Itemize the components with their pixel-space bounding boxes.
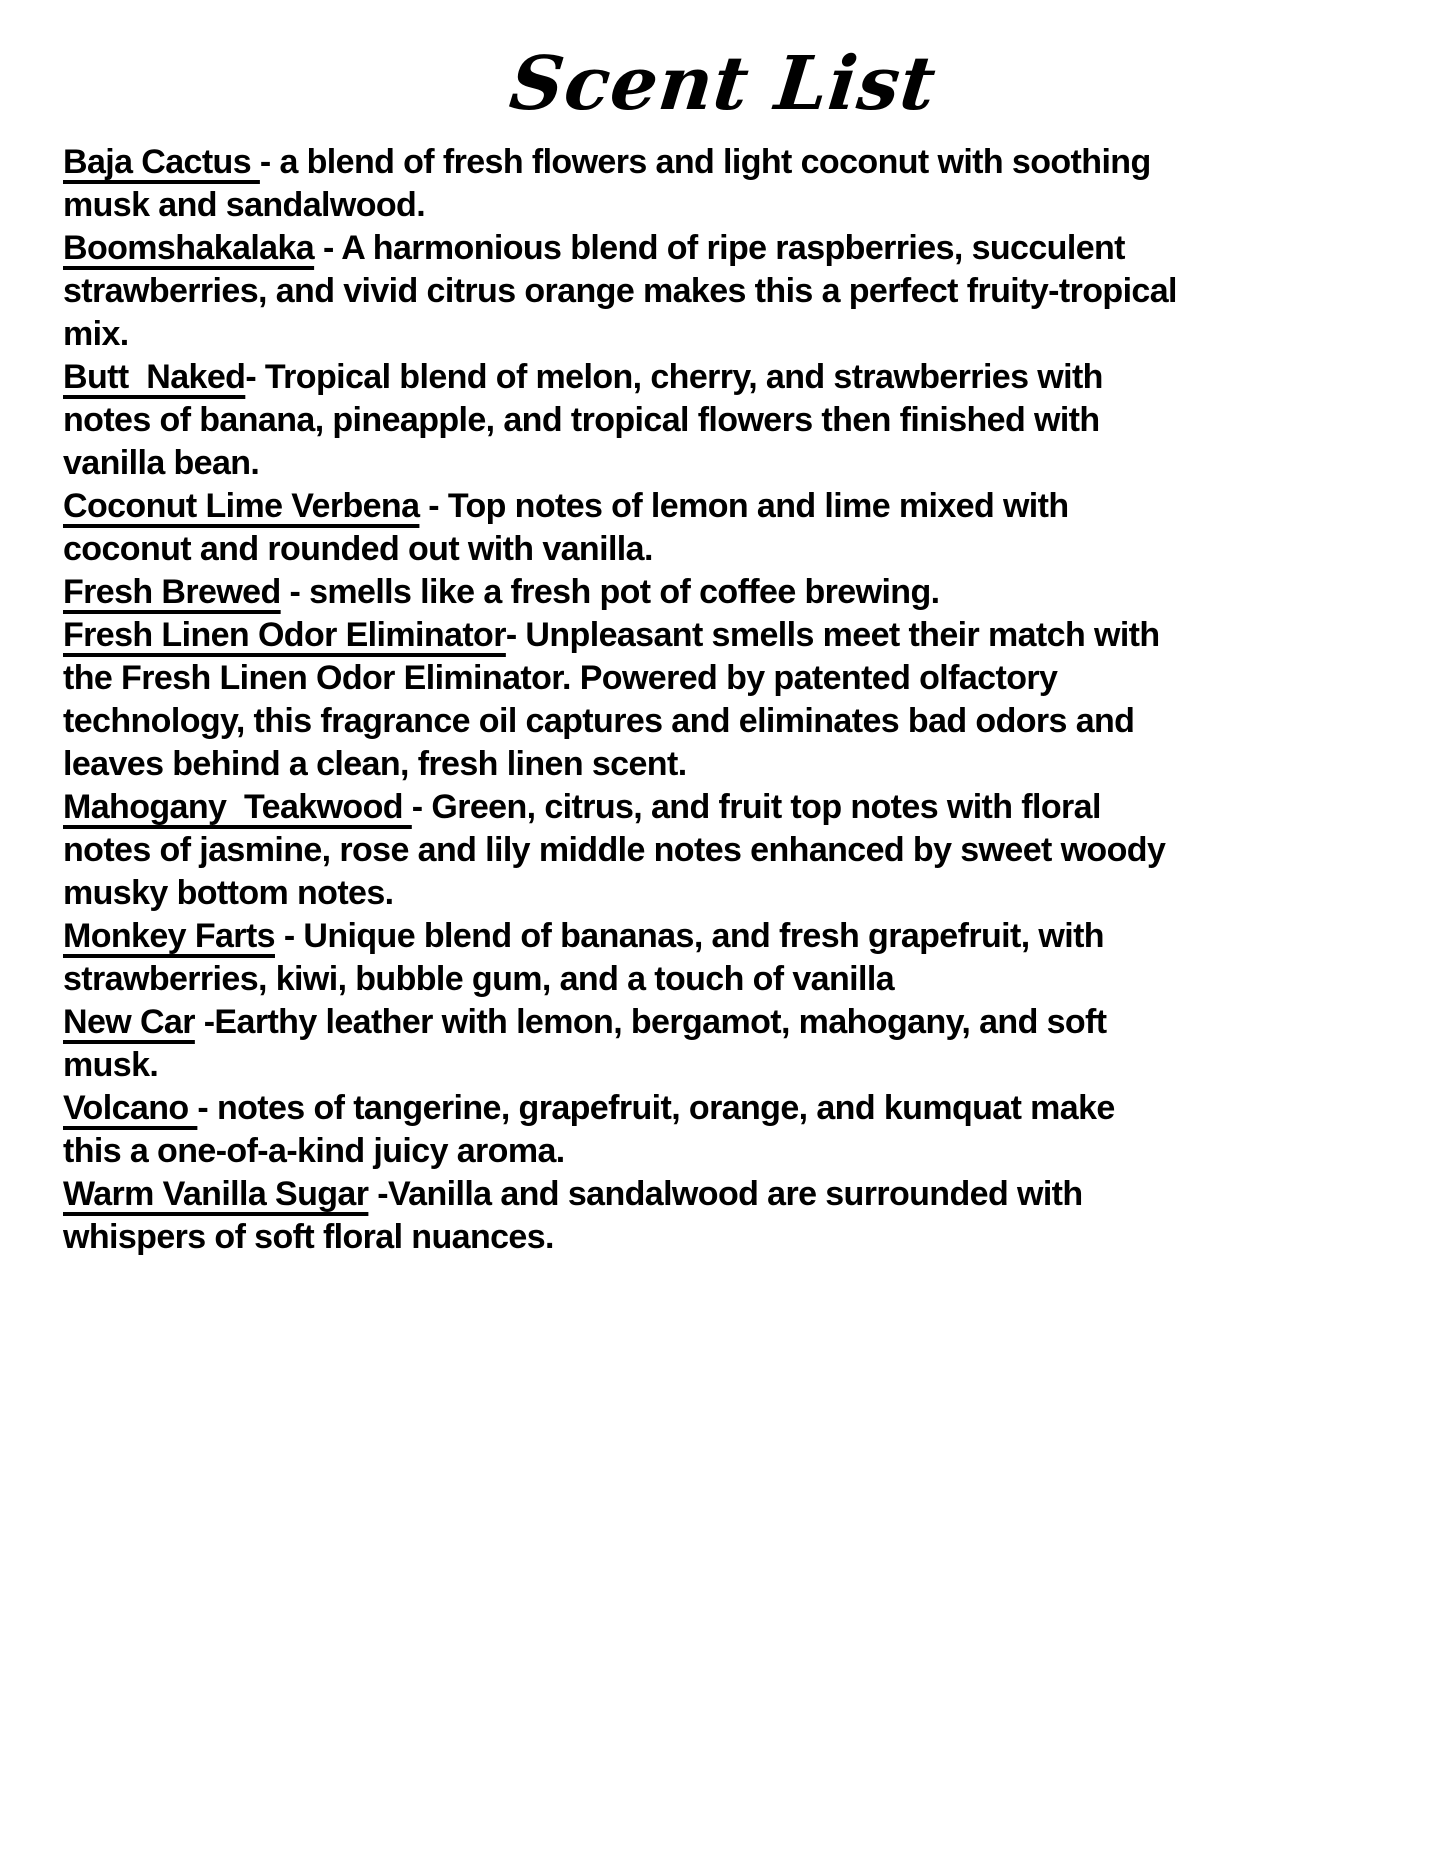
scent-description: - Green, citrus, and fruit top notes with floral notes of jasmine, rose and lily middle notes enhanced by sweet woody musky bottom notes. [63, 788, 1175, 913]
scent-description: - Top notes of lemon and lime mixed with coconut and rounded out with vanilla. [63, 487, 1078, 569]
scent-entry-volcano [63, 1087, 1178, 1173]
scent-name: Baja Cactus [63, 143, 260, 182]
scent-name: Fresh Linen Odor Eliminator [63, 616, 506, 655]
scent-entry-coconut-lime-verbena [63, 485, 1178, 571]
scent-name: Warm Vanilla Sugar [63, 1175, 369, 1214]
scent-entry-fresh-brewed [63, 571, 1178, 614]
scent-name: New Car [63, 1003, 195, 1042]
scent-name: Coconut Lime Verbena [63, 487, 420, 526]
scent-entry-monkey-farts [63, 915, 1178, 1001]
scent-entry-fresh-linen-odor-eliminator [63, 614, 1178, 786]
scent-entry-butt-naked [63, 356, 1178, 485]
scent-description: - Unique blend of bananas, and fresh grapefruit, with strawberries, kiwi, bubble gum, and a touch of vanilla [63, 917, 1113, 999]
scent-entry-new-car [63, 1001, 1178, 1087]
scent-name: Fresh Brewed [63, 573, 281, 612]
scent-description: - a blend of fresh flowers and light coconut with soothing musk and sandalwood. [63, 143, 1160, 225]
scent-description: - Tropical blend of melon, cherry, and strawberries with notes of banana, pineapple, and tropical flowers then finished with vanilla bean. [63, 358, 1112, 483]
scent-description: - Unpleasant smells meet their match with the Fresh Linen Odor Eliminator. Powered by patented olfactory technology, this fragrance oil captures and eliminates bad odors and leaves behind a clean, fresh linen scent. [63, 616, 1169, 784]
scent-name: Butt Naked [63, 358, 246, 397]
scent-description: -Vanilla and sandalwood are surrounded with whispers of soft floral nuances. [63, 1175, 1092, 1257]
scent-name: Boomshakalaka [63, 229, 315, 268]
scent-description: - smells like a fresh pot of coffee brewing. [280, 573, 940, 612]
scent-entry-warm-vanilla-sugar [63, 1173, 1178, 1259]
scent-name: Mahogany Teakwood [63, 788, 412, 827]
scent-description: -Earthy leather with lemon, bergamot, mahogany, and soft musk. [63, 1003, 1116, 1085]
scent-name: Monkey Farts [63, 917, 275, 956]
scent-entry-mahogany-teakwood [63, 786, 1178, 915]
scent-description: - notes of tangerine, grapefruit, orange, and kumquat make this a one-of-a-kind juicy aroma. [63, 1089, 1124, 1171]
scent-entry-boomshakalaka [63, 227, 1186, 356]
scent-list [63, 141, 1186, 1259]
scent-description: - A harmonious blend of ripe raspberries, succulent strawberries, and vivid citrus orange makes this a perfect fruity-tropical mix. [63, 229, 1186, 354]
scent-entry-baja-cactus [63, 141, 1178, 227]
scent-name: Volcano [63, 1089, 198, 1128]
page-title: Scent List [505, 41, 941, 127]
